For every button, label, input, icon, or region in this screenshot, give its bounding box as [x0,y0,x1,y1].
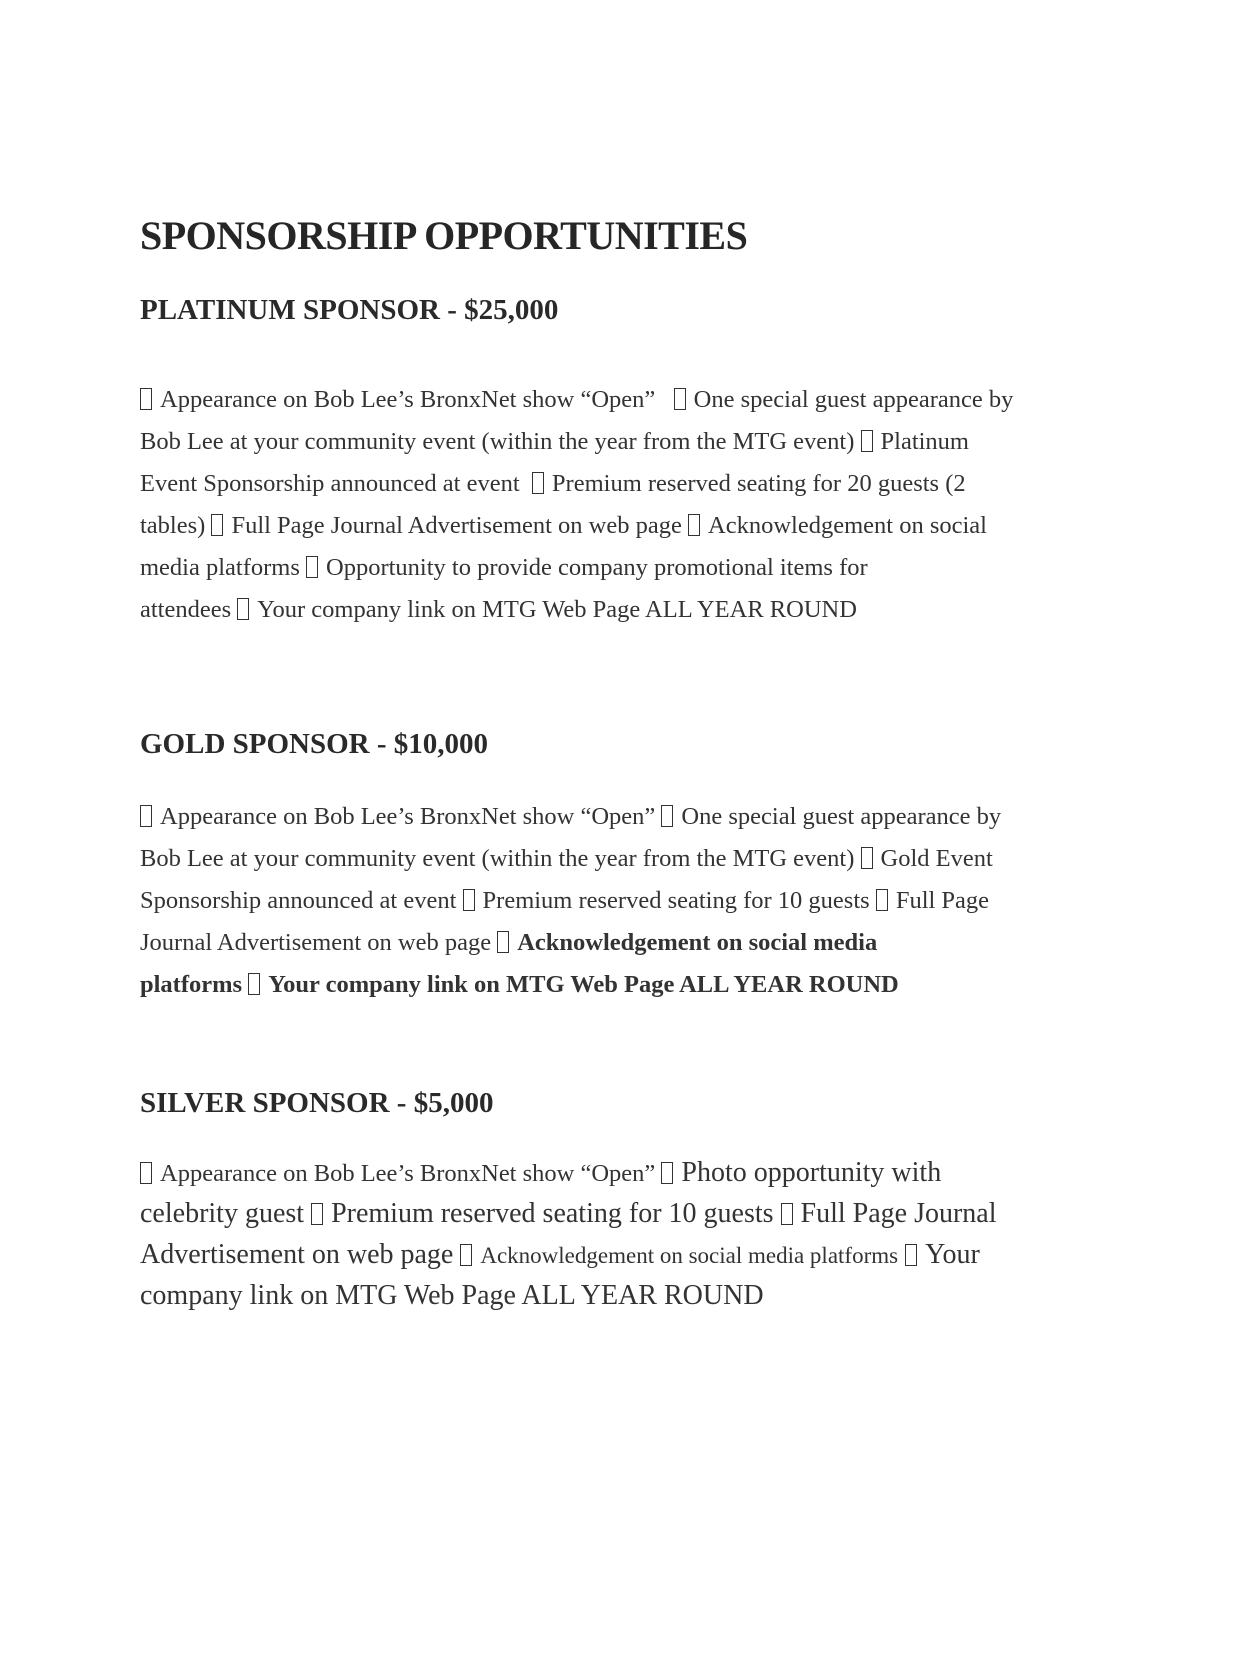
benefit-text: Gold Event [880,845,993,872]
checkbox-icon [688,514,700,536]
benefit-text: Your [925,1239,980,1270]
platinum-benefits [140,379,1140,631]
checkbox-icon [497,931,509,953]
benefit-text: Appearance on Bob Lee’s BronxNet show “Open” [160,1160,656,1187]
benefit-line [140,964,1140,1006]
benefit-text: Full Page Journal [800,1198,997,1229]
benefit-text: Full Page Journal Advertisement on web page [231,512,682,539]
checkbox-icon [311,1203,323,1225]
checkbox-icon [463,889,475,911]
benefit-text: Journal Advertisement on web page [140,929,492,956]
checkbox-icon [237,598,249,620]
checkbox-icon [905,1244,917,1266]
benefit-text: Appearance on Bob Lee’s BronxNet show “Open” [160,803,656,830]
benefit-text: Acknowledgement on social [708,512,987,539]
benefit-text: Premium reserved seating for 20 guests (2 [551,470,966,497]
benefit-text: attendees [140,596,232,623]
silver-heading: SILVER SPONSOR - $5,000 [140,1087,494,1119]
benefit-text: platforms [140,971,243,998]
gold-heading: GOLD SPONSOR - $10,000 [140,728,489,760]
checkbox-icon [306,556,318,578]
benefit-text: Premium reserved seating for 10 guests [482,887,870,914]
benefit-text: Sponsorship announced at event [140,887,457,914]
benefit-text: Bob Lee at your community event (within the year from the MTG event) [140,428,855,455]
benefit-text: Your company link on MTG Web Page ALL YEAR ROUND [268,971,899,998]
checkbox-icon [661,805,673,827]
benefit-line [140,838,1140,880]
benefit-text: Advertisement on web page [140,1239,454,1270]
benefit-line [140,379,1140,421]
benefit-text: Premium reserved seating for 10 guests [331,1198,774,1229]
benefit-text: Bob Lee at your community event (within the year from the MTG event) [140,845,855,872]
benefit-text: celebrity guest [140,1198,305,1229]
platinum-heading: PLATINUM SPONSOR - $25,000 [140,294,559,326]
checkbox-icon [861,430,873,452]
checkbox-icon [532,472,544,494]
benefit-line [140,505,1140,547]
benefit-line [140,589,1140,631]
benefit-line [140,1275,1140,1316]
benefit-text: tables) [140,512,206,539]
benefit-text: Acknowledgement on social media platforms [480,1243,899,1268]
checkbox-icon [460,1244,472,1266]
checkbox-icon [674,388,686,410]
checkbox-icon [140,388,152,410]
benefit-line [140,463,1140,505]
benefit-line [140,880,1140,922]
benefit-line [140,1152,1140,1193]
benefit-text: Opportunity to provide company promotional items for [326,554,868,581]
benefit-line [140,547,1140,589]
benefit-line [140,1193,1140,1234]
benefit-line [140,796,1140,838]
silver-benefits [140,1152,1140,1316]
gold-benefits [140,796,1140,1006]
benefit-text: Event Sponsorship announced at event [140,470,520,497]
benefit-text: Your company link on MTG Web Page ALL YEAR ROUND [257,596,857,623]
checkbox-icon [861,847,873,869]
page-title: SPONSORSHIP OPPORTUNITIES [140,213,748,258]
benefit-line [140,421,1140,463]
benefit-text: One special guest appearance by [693,386,1014,413]
benefit-text: Appearance on Bob Lee’s BronxNet show “Open” [160,386,656,413]
checkbox-icon [661,1162,673,1184]
benefit-text: Acknowledgement on social media [517,929,878,956]
benefit-line [140,922,1140,964]
checkbox-icon [876,889,888,911]
checkbox-icon [140,805,152,827]
benefit-text: Full Page [895,887,990,914]
checkbox-icon [781,1203,793,1225]
benefit-text: Platinum [880,428,969,455]
checkbox-icon [211,514,223,536]
benefit-text: Photo opportunity with [681,1157,942,1188]
checkbox-icon [140,1162,152,1184]
benefit-line [140,1234,1140,1275]
benefit-text: One special guest appearance by [681,803,1002,830]
checkbox-icon [248,973,260,995]
benefit-text: media platforms [140,554,300,581]
benefit-text: company link on MTG Web Page ALL YEAR ROUND [140,1280,764,1311]
